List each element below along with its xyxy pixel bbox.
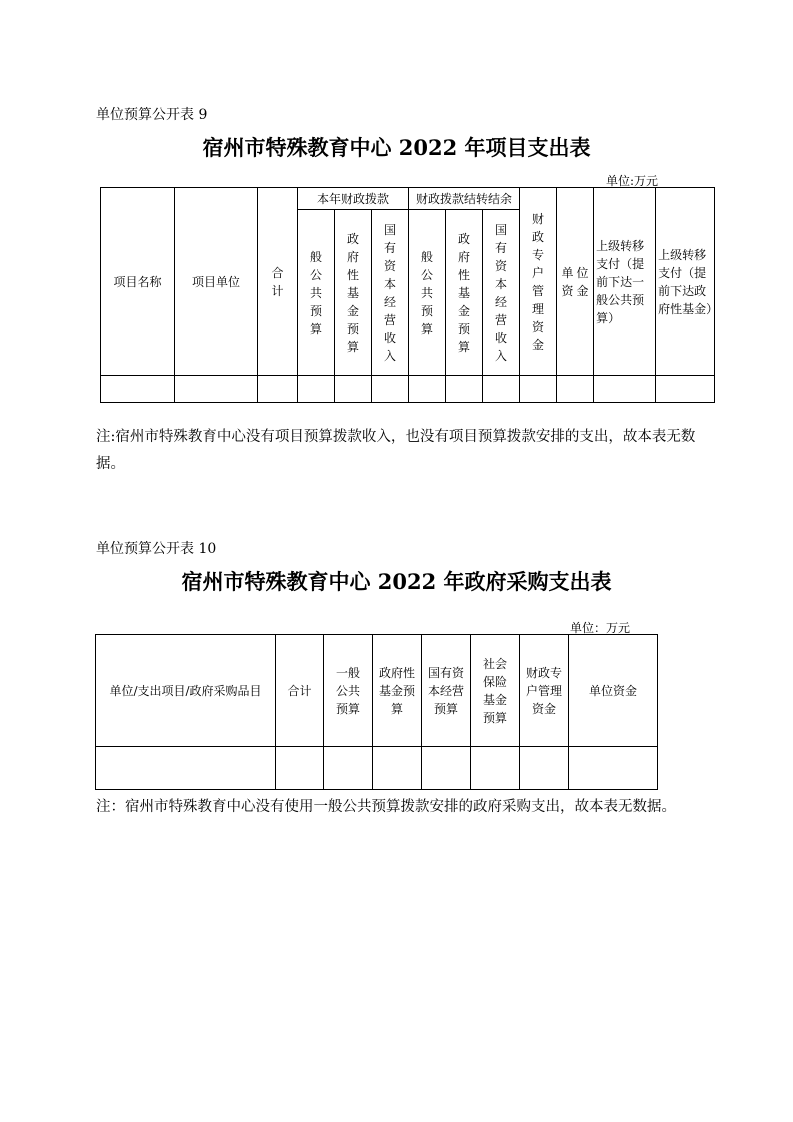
- table-cell: [520, 376, 557, 403]
- table-row: [101, 376, 715, 403]
- header-group-current: 本年财政拨款: [298, 188, 409, 210]
- header-total: [258, 188, 298, 376]
- table-cell: [276, 747, 324, 790]
- table-cell: [373, 747, 422, 790]
- table-cell: [446, 376, 483, 403]
- header-total-text: 合计: [271, 265, 284, 298]
- table-cell: [101, 376, 175, 403]
- header-gov-fund-budget: [335, 210, 372, 376]
- header-fiscal-special-text: 财政专户管理资金: [532, 211, 545, 352]
- procurement-expenditure-table: [95, 634, 658, 790]
- table-cell: [335, 376, 372, 403]
- header-fiscal-special: [520, 188, 557, 376]
- header-carry-general-text: 般公共预算: [421, 249, 434, 336]
- header-general-budget-text: 一般公共预算: [335, 665, 360, 716]
- table10-title: 宿州市特殊教育中心 2022 年政府采购支出表: [181, 569, 612, 594]
- table9-caption: 单位预算公开表 9: [96, 107, 208, 123]
- table-cell: [594, 376, 656, 403]
- header-group-carryover: 财政拨款结转结余: [409, 188, 520, 210]
- table-cell: [298, 376, 335, 403]
- table-cell: [520, 747, 569, 790]
- header-upper-gov-fund: [656, 188, 719, 376]
- header-gov-fund-budget: [373, 635, 422, 747]
- table-row: [96, 747, 658, 790]
- table-cell: [557, 376, 594, 403]
- header-upper-gov-fund-text: 上级转移支付（提前下达政府性基金）: [658, 247, 719, 316]
- table-cell: [175, 376, 258, 403]
- header-state-capital-text: 国有资本经营预算: [427, 665, 464, 716]
- header-gov-fund-budget-text: 政府性基金预算: [346, 231, 359, 354]
- header-carry-general: [409, 210, 446, 376]
- header-project-name: 项目名称: [101, 188, 175, 376]
- table-cell: [422, 747, 471, 790]
- header-social-insurance: [471, 635, 520, 747]
- table-cell: [483, 376, 520, 403]
- header-unit-funds-a: 单资: [561, 265, 574, 298]
- header-general-budget-text: 般公共预算: [309, 249, 322, 336]
- table-cell: [324, 747, 373, 790]
- table10-note: 注：宿州市特殊教育中心没有使用一般公共预算拨款安排的政府采购支出，故本表无数据。: [96, 799, 676, 815]
- header-upper-general: [594, 188, 656, 376]
- table-cell: [409, 376, 446, 403]
- table-cell: [258, 376, 298, 403]
- table-cell: [656, 376, 715, 403]
- header-state-capital: [422, 635, 471, 747]
- table9-unit: 单位:万元: [606, 174, 659, 188]
- table-cell: [471, 747, 520, 790]
- table-cell: [372, 376, 409, 403]
- table9-title: 宿州市特殊教育中心 2022 年项目支出表: [202, 135, 591, 160]
- table9-note: 注:宿州市特殊教育中心没有项目预算拨款收入，也没有项目预算拨款安排的支出，故本表无数据。: [96, 429, 696, 472]
- header-carry-state-capital-text: 国有资本经营收入: [495, 222, 508, 363]
- header-carry-state-capital: [483, 210, 520, 376]
- table10-unit: 单位：万元: [570, 621, 631, 635]
- header-social-insurance-text: 社会保险基金预算: [482, 656, 507, 725]
- header-upper-general-text: 上级转移支付（提前下达一般公共预算）: [596, 238, 645, 325]
- project-expenditure-table: [100, 187, 719, 403]
- table-cell: [569, 747, 658, 790]
- header-state-capital: [372, 210, 409, 376]
- header-fiscal-special-text: 财政专户管理资金: [525, 665, 562, 716]
- header-general-budget: [324, 635, 373, 747]
- table-cell: [96, 747, 276, 790]
- header-item: 单位/支出项目/政府采购品目: [96, 635, 276, 747]
- header-state-capital-text: 国有资本经营收入: [384, 222, 397, 363]
- header-unit-funds: [557, 188, 594, 376]
- header-carry-gov-fund: [446, 210, 483, 376]
- header-gov-fund-budget-text: 政府性基金预算: [378, 665, 415, 716]
- header-fiscal-special: [520, 635, 569, 747]
- table10-caption: 单位预算公开表 10: [96, 541, 217, 557]
- header-unit-funds-b: 位金: [576, 265, 589, 298]
- header-total: 合计: [276, 635, 324, 747]
- header-carry-gov-fund-text: 政府性基金预算: [458, 231, 471, 354]
- header-unit-funds: 单位资金: [569, 635, 658, 747]
- header-general-budget: [298, 210, 335, 376]
- header-project-unit: 项目单位: [175, 188, 258, 376]
